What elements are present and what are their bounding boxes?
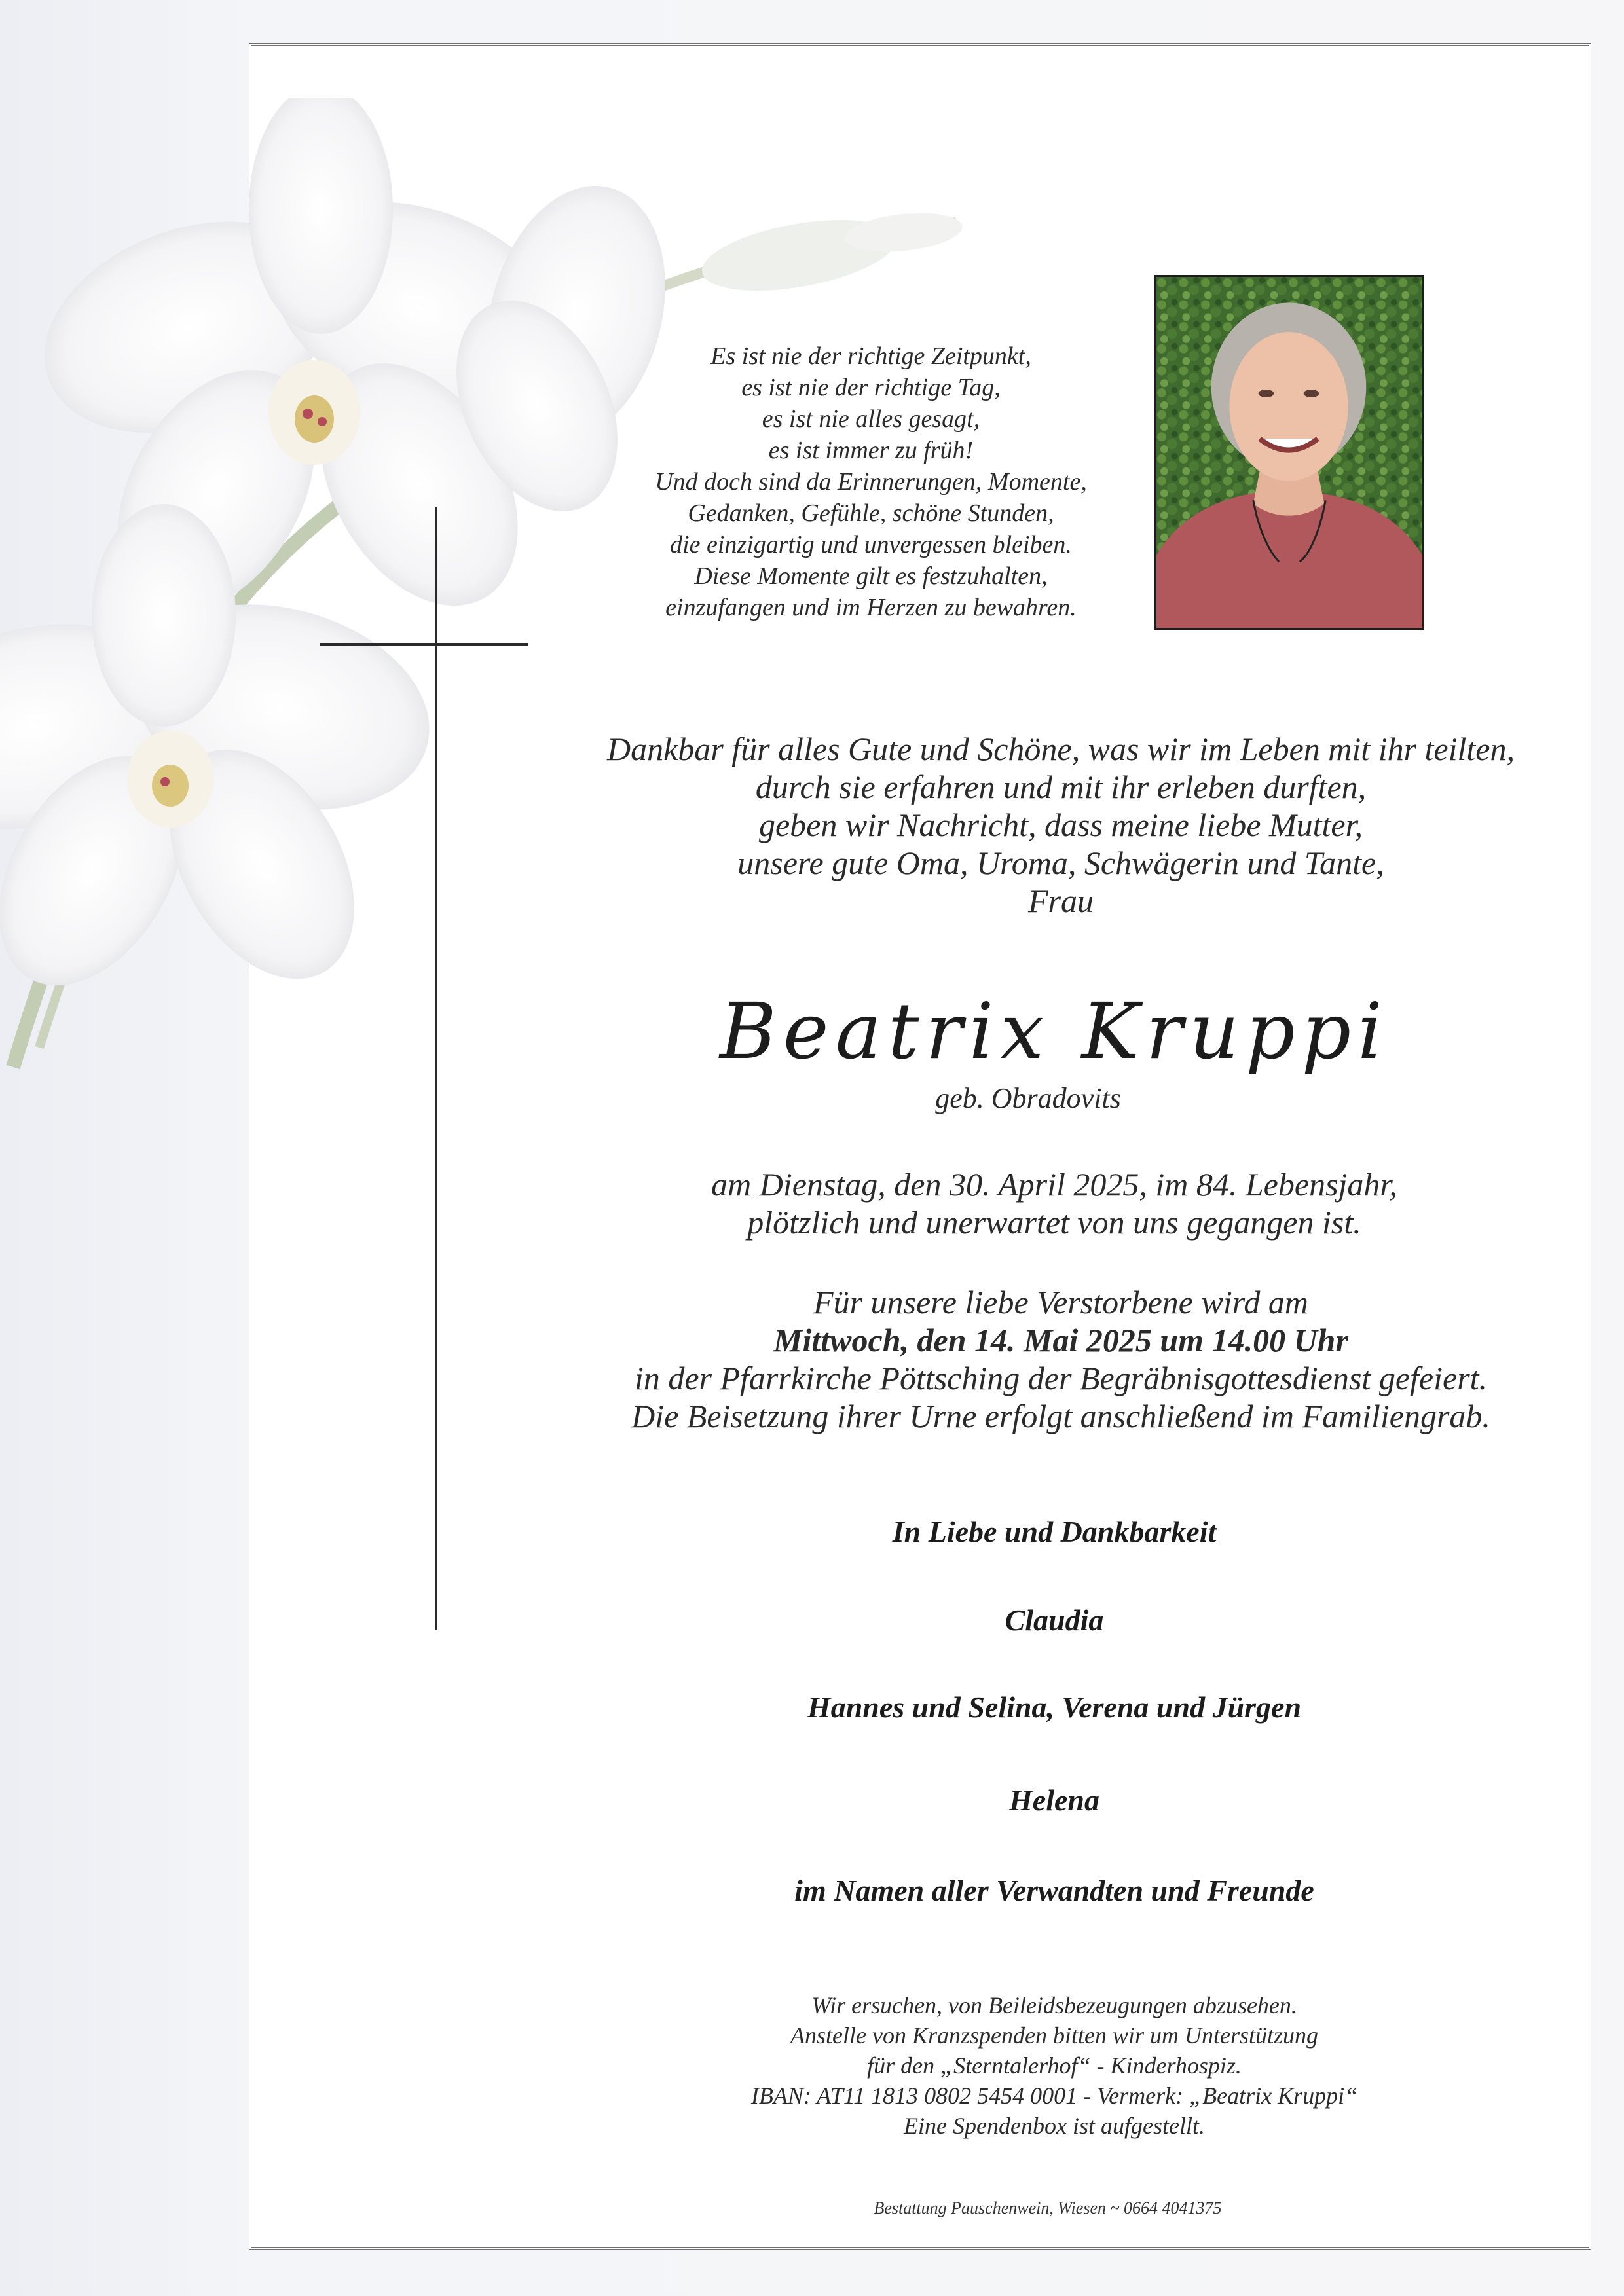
funeral-details [537, 1283, 1585, 1435]
intro-line: Dankbar für alles Gute und Schöne, was wir im Leben mit ihr teilten, [606, 731, 1515, 767]
intro-line: unsere gute Oma, Uroma, Schwägerin und Tante, [737, 845, 1384, 881]
mourner-name: Helena [1009, 1783, 1099, 1817]
undertaker-footer: Bestattung Pauschenwein, Wiesen ~ 0664 4041375 [874, 2198, 1222, 2217]
announcement-intro [537, 730, 1585, 920]
mourners-closing: im Namen aller Verwandten und Freunde [794, 1874, 1314, 1907]
mourner-name: Hannes und Selina, Verena und Jürgen [807, 1690, 1302, 1724]
death-line: plötzlich und unerwartet von uns gegangen ist. [747, 1204, 1361, 1241]
mourners-heading: In Liebe und Dankbarkeit [892, 1515, 1217, 1548]
donation-note [589, 1990, 1519, 2141]
note-line: IBAN: AT11 1813 0802 5454 0001 - Vermerk: „Beatrix Kruppi“ [750, 2083, 1358, 2109]
cross-icon-bar [320, 643, 528, 646]
note-line: Eine Spendenbox ist aufgestellt. [904, 2113, 1205, 2139]
intro-line: geben wir Nachricht, dass meine liebe Mutter, [758, 807, 1363, 843]
maiden-name: geb. Obradovits [935, 1082, 1121, 1114]
poem-line: Diese Momente gilt es festzuhalten, [694, 562, 1048, 590]
funeral-date: Mittwoch, den 14. Mai 2025 um 14.00 Uhr [773, 1322, 1348, 1358]
poem-line: Es ist nie der richtige Zeitpunkt, [710, 342, 1031, 370]
poem-line: es ist immer zu früh! [768, 437, 974, 464]
poem-line: die einzigartig und unvergessen bleiben. [670, 531, 1072, 558]
funeral-line: Für unsere liebe Verstorbene wird am [813, 1284, 1308, 1321]
cross-icon [435, 507, 437, 1630]
funeral-line: in der Pfarrkirche Pöttsching der Begräbnisgottesdienst gefeiert. [634, 1360, 1488, 1396]
note-line: Anstelle von Kranzspenden bitten wir um Unterstützung [790, 2022, 1318, 2049]
death-line: am Dienstag, den 30. April 2025, im 84. Lebensjahr, [711, 1166, 1397, 1203]
funeral-line: Die Beisetzung ihrer Urne erfolgt anschließend im Familiengrab. [631, 1398, 1490, 1434]
mourner-name: Claudia [1005, 1603, 1104, 1637]
note-line: Wir ersuchen, von Beileidsbezeugungen abzusehen. [811, 1992, 1297, 2018]
poem-line: einzufangen und im Herzen zu bewahren. [665, 594, 1077, 621]
poem-line: es ist nie der richtige Tag, [741, 374, 1001, 401]
death-statement [589, 1165, 1519, 1241]
portrait-photo [1154, 275, 1424, 630]
intro-line: Frau [1028, 883, 1094, 919]
poem-block [602, 340, 1139, 623]
note-line: für den „Sterntalerhof“ - Kinderhospiz. [867, 2052, 1242, 2079]
poem-line: Und doch sind da Erinnerungen, Momente, [655, 468, 1087, 496]
poem-line: es ist nie alles gesagt, [762, 405, 980, 433]
poem-line: Gedanken, Gefühle, schöne Stunden, [688, 500, 1054, 527]
deceased-name: Beatrix Kruppi [720, 986, 1389, 1076]
intro-line: durch sie erfahren und mit ihr erleben durften, [755, 769, 1367, 805]
